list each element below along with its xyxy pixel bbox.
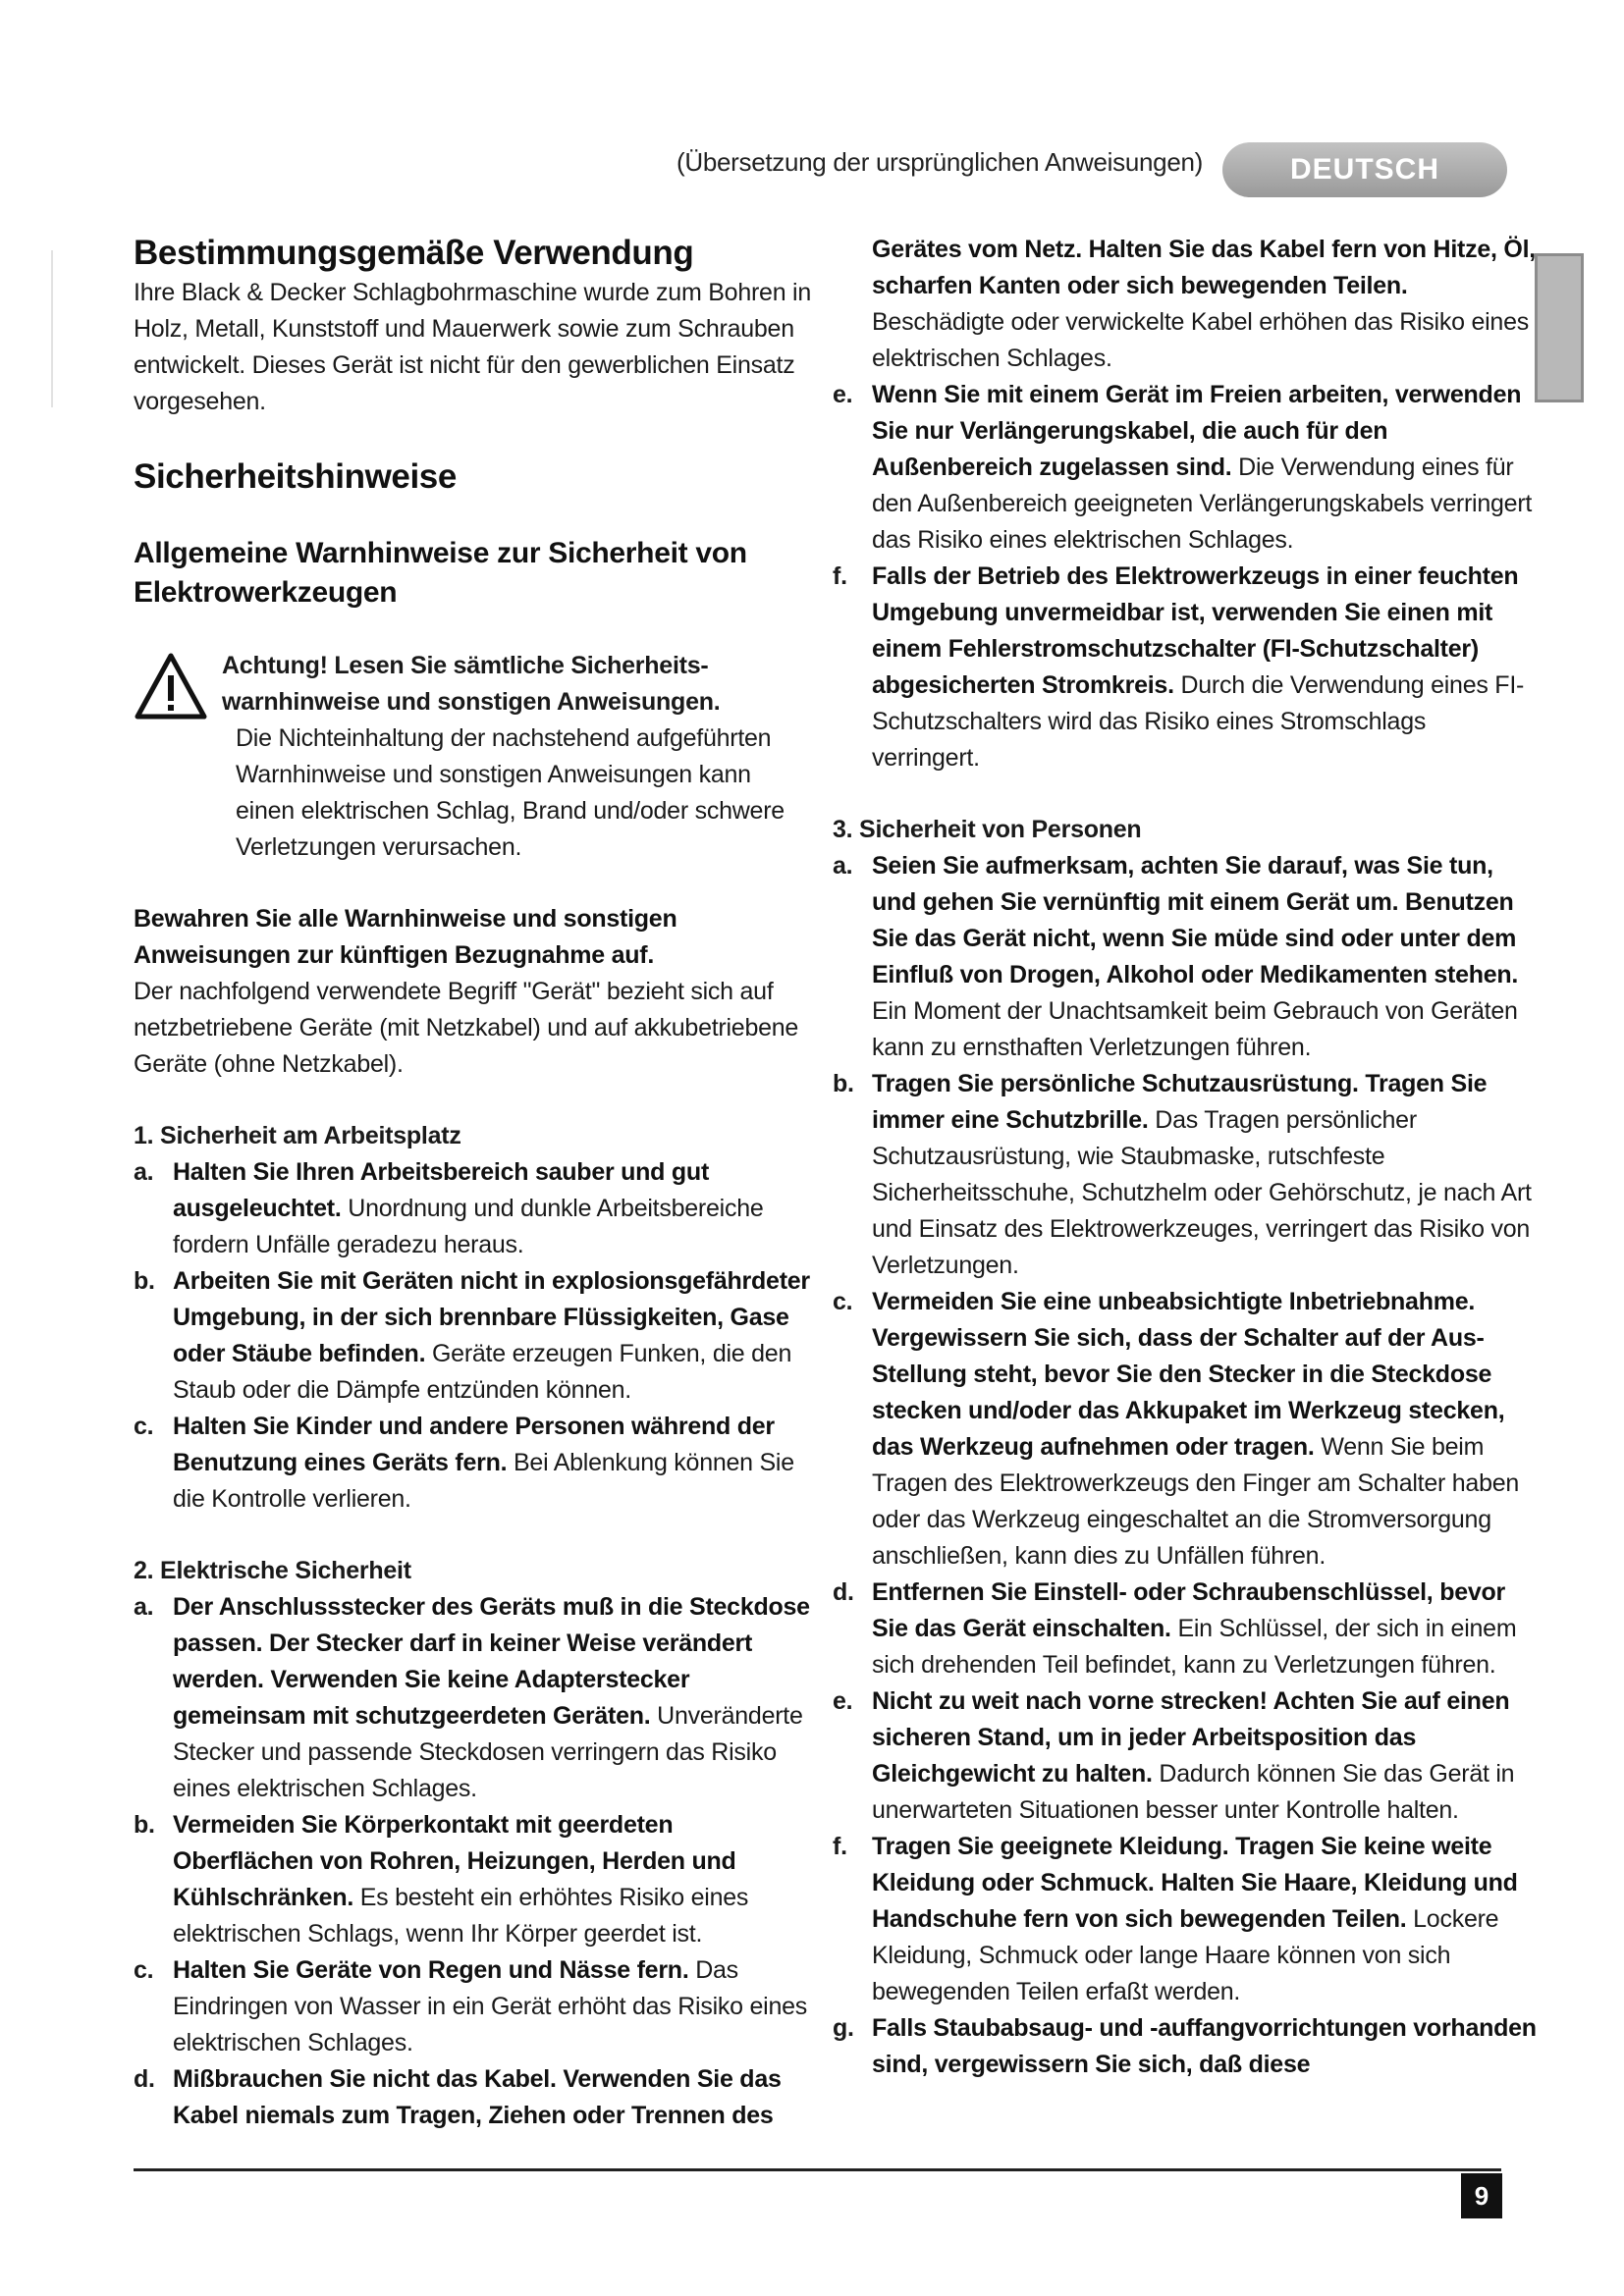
- list-item: a. Der Anschlussstecker des Geräts muß in die Steckdose passen. Der Stecker darf in keiner Weise verändert werden. Verwenden Sie keine Adapterstecker gemeinsam mit schutzgeerdeten Geräten. Unveränderte Stecker und passende Steckdosen verringern das Risiko eines elektrischen Schlages.: [134, 1593, 810, 1802]
- warning-triangle-icon: [134, 652, 208, 721]
- section1-heading: 1. Sicherheit am Arbeitsplatz: [134, 1122, 461, 1149]
- list-item: e. Wenn Sie mit einem Gerät im Freien arbeiten, verwenden Sie nur Verlängerungskabel, die auch für den Außenbereich zugelassen sind. Die Verwendung eines für den Außenbereich geeigneten Verlängerungskabels verringert das Risiko eines elektrischen Schlages.: [833, 381, 1533, 554]
- right-column: [833, 232, 1540, 2083]
- margin-mark: [51, 250, 53, 407]
- safety-title: Sicherheitshinweise: [134, 457, 457, 496]
- list-item: b. Arbeiten Sie mit Geräten nicht in explosionsgefährdeter Umgebung, in der sich brennbare Flüssigkeiten, Gase oder Stäube befinden. Geräte erzeugen Funken, die den Staub oder die Dämpfe entzünden können.: [134, 1267, 810, 1404]
- list-item-continued: Gerätes vom Netz. Halten Sie das Kabel fern von Hitze, Öl, scharfen Kanten oder sich bewegenden Teilen. Beschädigte oder verwickelte Kabel erhöhen das Risiko eines elektrischen Schlages.: [872, 236, 1536, 372]
- list-item: b. Tragen Sie persönliche Schutzausrüstung. Tragen Sie immer eine Schutzbrille. Das Tragen persönlicher Schutzausrüstung, wie Staubmaske, rutschfeste Sicherheitsschuhe, Schutzhelm oder Gehörschutz, je nach Art und Einsatz des Elektrowerkzeuges, verringert das Risiko von Verletzungen.: [833, 1070, 1532, 1279]
- list-item: a. Seien Sie aufmerksam, achten Sie darauf, was Sie tun, und gehen Sie vernünftig mit einem Gerät um. Benutzen Sie das Gerät nicht, wenn Sie müde sind oder unter dem Einfluß von Drogen, Alkohol oder Medikamenten stehen. Ein Moment der Unachtsamkeit beim Gebrauch von Geräten kann zu ernsthaften Verletzungen führen.: [833, 852, 1519, 1061]
- list-item: d. Entfernen Sie Einstell- oder Schraubenschlüssel, bevor Sie das Gerät einschalten. Ein Schlüssel, der sich in einem sich drehenden Teil befindet, kann zu Verletzungen führen.: [833, 1578, 1517, 1679]
- language-badge: DEUTSCH: [1222, 142, 1507, 197]
- warning-text: Die Nichteinhaltung der nachstehend aufgeführten Warnhinweise und sonstigen Anweisungen kann einen elektrischen Schlag, Brand und/oder schwere Verletzungen verursachen.: [236, 724, 785, 861]
- section3-heading: 3. Sicherheit von Personen: [833, 816, 1142, 843]
- left-column: [134, 232, 811, 2134]
- list-item: b. Vermeiden Sie Körperkontakt mit geerdeten Oberflächen von Rohren, Heizungen, Herden und Kühlschränken. Es besteht ein erhöhtes Risiko eines elektrischen Schlags, wenn Ihr Körper geerdet ist.: [134, 1811, 749, 1948]
- list-item: c. Halten Sie Geräte von Regen und Nässe fern. Das Eindringen von Wasser in ein Gerät erhöht das Risiko eines elektrischen Schlages.: [134, 1956, 808, 2056]
- list-item: c. Halten Sie Kinder und andere Personen während der Benutzung eines Geräts fern. Bei Ablenkung können Sie die Kontrolle verlieren.: [134, 1413, 794, 1513]
- list-item: d. Mißbrauchen Sie nicht das Kabel. Verwenden Sie das Kabel niemals zum Tragen, Ziehen oder Trennen des: [134, 2065, 782, 2129]
- language-tab-marker: [1535, 253, 1584, 402]
- list-item: f. Falls der Betrieb des Elektrowerkzeugs in einer feuchten Umgebung unvermeidbar ist, verwenden Sie einen mit einem Fehlerstromschutzschalter (FI-Schutzschalter) abgesicherten Stromkreis. Durch die Verwendung eines FI-Schutzschalters wird das Risiko eines Stromschlags verringert.: [833, 562, 1525, 772]
- list-item: e. Nicht zu weit nach vorne strecken! Achten Sie auf einen sicheren Stand, um in jeder Arbeitsposition das Gleichgewicht zu halten. Dadurch können Sie das Gerät in unerwarteten Situationen besser unter Kontrolle halten.: [833, 1687, 1515, 1824]
- keep-instructions-title: Bewahren Sie alle Warnhinweise und sonstigen Anweisungen zur künftigen Bezugnahme auf.: [134, 905, 677, 969]
- warning-title: Achtung! Lesen Sie sämtliche Sicherheits-warnhinweise und sonstigen Anweisungen.: [222, 652, 721, 716]
- header-subtitle: (Übersetzung der ursprünglichen Anweisungen): [676, 147, 1203, 177]
- list-item: c. Vermeiden Sie eine unbeabsichtigte Inbetriebnahme. Vergewissern Sie sich, dass der Schalter auf der Aus-Stellung steht, bevor Sie den Stecker in die Steckdose stecken und/oder das Akkupaket im Werkzeug stecken, das Werkzeug aufnehmen oder tragen. Wenn Sie beim Tragen des Elektrowerkzeugs den Finger am Schalter haben oder das Werkzeug eingeschaltet an die Stromversorgung anschließen, kann dies zu Unfällen führen.: [833, 1288, 1520, 1570]
- general-warnings-title: Allgemeine Warnhinweise zur Sicherheit von Elektrowerkzeugen: [134, 537, 747, 609]
- list-item: a. Halten Sie Ihren Arbeitsbereich sauber und gut ausgeleuchtet. Unordnung und dunkle Arbeitsbereiche fordern Unfälle geradezu heraus.: [134, 1158, 764, 1258]
- intended-use-title: Bestimmungsgemäße Verwendung: [134, 234, 694, 272]
- section2-heading: 2. Elektrische Sicherheit: [134, 1557, 411, 1584]
- keep-instructions-text: Der nachfolgend verwendete Begriff "Gerät" bezieht sich auf netzbetriebene Geräte (mit Netzkabel) und auf akkubetriebene Geräte (ohne Netzkabel).: [134, 978, 799, 1078]
- intended-use-text: Ihre Black & Decker Schlagbohrmaschine wurde zum Bohren in Holz, Metall, Kunststoff und Mauerwerk sowie zum Schrauben entwickelt. Dieses Gerät ist nicht für den gewerblichen Einsatz vorgesehen.: [134, 279, 812, 415]
- list-item: g. Falls Staubabsaug- und -auffangvorrichtungen vorhanden sind, vergewissern Sie sich, daß diese: [833, 2014, 1537, 2078]
- page-number: 9: [1461, 2173, 1502, 2218]
- warning-block: [134, 648, 811, 866]
- list-item: f. Tragen Sie geeignete Kleidung. Tragen Sie keine weite Kleidung oder Schmuck. Halten Sie Haare, Kleidung und Handschuhe fern von sich bewegenden Teilen. Lockere Kleidung, Schmuck oder lange Haare können von sich bewegenden Teilen erfaßt werden.: [833, 1833, 1518, 2005]
- footer-rule: [134, 2168, 1501, 2171]
